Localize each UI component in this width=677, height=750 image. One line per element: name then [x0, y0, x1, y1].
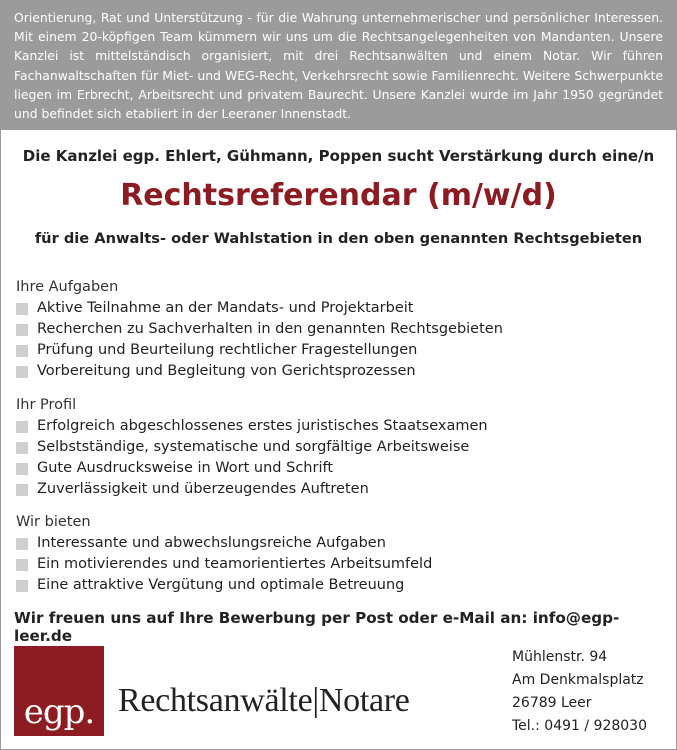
address-phone: Tel.: 0491 / 928030	[512, 718, 647, 734]
list-item-text: Ein motivierendes und teamorientiertes Arbeitsumfeld	[37, 556, 433, 572]
list-item	[16, 361, 503, 382]
job-title: Rechtsreferendar (m/w/d)	[120, 178, 557, 213]
subtitle: für die Anwalts- oder Wahlstation in den oben genannten Rechtsgebieten	[34, 230, 643, 247]
square-bullet-icon	[16, 345, 28, 357]
logo-text: egp.	[23, 692, 95, 732]
section-heading: Ihre Aufgaben	[16, 279, 119, 295]
square-bullet-icon	[16, 538, 28, 550]
list-item	[16, 554, 432, 575]
section-heading: Wir bieten	[16, 514, 91, 530]
list-item-text: Aktive Teilnahme an der Mandats- und Projektarbeit	[37, 300, 414, 316]
square-bullet-icon	[16, 303, 28, 315]
section-heading: Ihr Profil	[16, 397, 77, 413]
list-item	[16, 533, 432, 554]
list-item-text: Zuverlässigkeit und überzeugendes Auftreten	[37, 481, 369, 497]
list-item	[16, 458, 488, 479]
list-item-text: Gute Ausdrucksweise in Wort und Schrift	[37, 460, 334, 476]
list-item-text: Selbstständige, systematische und sorgfältige Arbeitsweise	[37, 439, 470, 455]
address-city: 26789 Leer	[512, 695, 592, 711]
firm-name: Rechtsanwälte|Notare	[118, 682, 410, 719]
square-bullet-icon	[16, 559, 28, 571]
square-bullet-icon	[16, 421, 28, 433]
list-item	[16, 416, 488, 437]
square-bullet-icon	[16, 484, 28, 496]
square-bullet-icon	[16, 442, 28, 454]
address-place: Am Denkmalsplatz	[512, 672, 644, 688]
square-bullet-icon	[16, 324, 28, 336]
egp-logo	[14, 646, 104, 736]
contact-line: Wir freuen uns auf Ihre Bewerbung per Post oder e-Mail an: info@egp-leer.de	[14, 609, 620, 645]
intro-paragraph: Orientierung, Rat und Unterstützung - für die Wahrung unternehmerischer und persönlicher Interessen. Mit einem 20-köpfigen Team kümmern wir uns um die Rechtsangelegenheiten von Mandanten. Unsere Kanzlei ist mittelständisch organisiert, mit drei Rechtsanwälten und einem Notar. Wir führen Fachanwaltschaften für Miet- und WEG-Recht, Verkehrsrecht sowie Familienrecht. Weitere Schwerpunkte liegen im Erbrecht, Arbeitsrecht und privatem Baurecht. Unsere Kanzlei wurde im Jahr 1950 gegründet und befindet sich etabliert in der Leeraner Innenstadt.	[0, 0, 677, 130]
section-tasks	[16, 277, 503, 382]
list-item	[16, 298, 503, 319]
list-item	[16, 319, 503, 340]
square-bullet-icon	[16, 366, 28, 378]
list-item-text: Eine attraktive Vergütung und optimale Betreuung	[37, 577, 405, 593]
list-item	[16, 575, 432, 596]
list-item	[16, 437, 488, 458]
list-item-text: Prüfung und Beurteilung rechtlicher Fragestellungen	[37, 342, 418, 358]
square-bullet-icon	[16, 463, 28, 475]
section-offer	[16, 512, 432, 596]
list-item-text: Interessante und abwechslungsreiche Aufgaben	[37, 535, 386, 551]
section-profile	[16, 395, 488, 500]
square-bullet-icon	[16, 580, 28, 592]
list-item-text: Recherchen zu Sachverhalten in den genannten Rechtsgebieten	[37, 321, 503, 337]
list-item-text: Vorbereitung und Begleitung von Gerichtsprozessen	[37, 363, 416, 379]
lead-line: Die Kanzlei egp. Ehlert, Gühmann, Poppen sucht Verstärkung durch eine/n	[22, 147, 655, 165]
list-item	[16, 479, 488, 500]
address-street: Mühlenstr. 94	[512, 649, 608, 665]
list-item-text: Erfolgreich abgeschlossenes erstes juristisches Staatsexamen	[37, 418, 488, 434]
address-block	[512, 646, 647, 738]
list-item	[16, 340, 503, 361]
